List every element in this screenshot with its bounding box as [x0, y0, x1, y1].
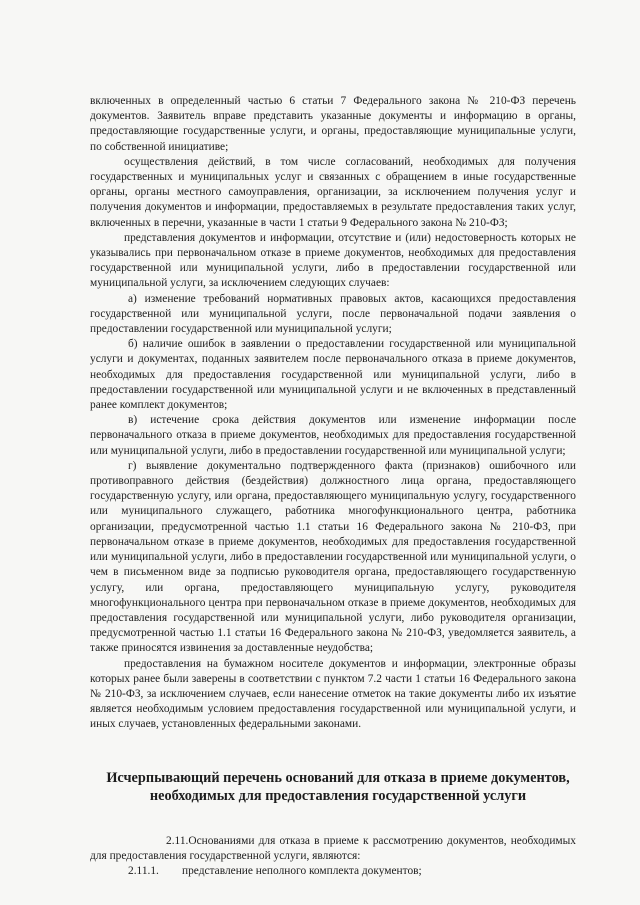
item-text: Основаниями для отказа в приеме к рассмотрению документов, необходимых для предоставления государственной услуги, являются:: [90, 834, 576, 862]
paragraph-item-v: в) истечение срока действия документов или изменение информации после первоначального отказа в приеме документов, необходимых для предоставления государственной или муниципальной услуги, либо в предоставлении государственной или муниципальной услуги;: [90, 414, 576, 457]
paragraph-item-g: г) выявление документально подтвержденного факта (признаков) ошибочного или противоправного действия (бездействия) должностного лица органа, предоставляющего государственную услугу, или органа, предоставляющего муниципальную услугу, государственного или муниципального служащего, работника многофункционального центра, работника организации, предусмотренной частью 1.1 статьи 16 Федерального закона № 210-ФЗ, при первоначальном отказе в приеме документов, необходимых для предоставления государственной или муниципальной услуги, либо в предоставлении государственной или муниципальной услуги, о чем в письменном виде за подписью руководителя органа, предоставляющего государственную услугу, или органа, предоставляющего муниципальную услугу, руководителя многофункционального центра при первоначальном отказе в приеме документов, необходимых для предоставления государственной или муниципальной услуги, либо руководителя организации, предусмотренной частью 1.1 статьи 16 Федерального закона № 210-ФЗ, уведомляется заявитель, а также приносятся извинения за доставленные неудобства;: [90, 459, 576, 655]
item-text: представление неполного комплекта документов;: [182, 864, 422, 877]
paragraph: осуществления действий, в том числе согласований, необходимых для получения государственных и муниципальных услуг и связанных с обращением в иные государственные органы, органы местного самоуправления, организации, за исключением получения услуг и получения документов и информации, предоставляемых в результате предоставления таких услуг, включенных в перечни, указанные в части 1 статьи 9 Федерального закона № 210-ФЗ;: [90, 155, 576, 229]
paragraph: включенных в определенный частью 6 статьи 7 Федерального закона № 210-ФЗ перечень документов. Заявитель вправе представить указанные документы и информацию в органы, предоставляющие государственные услуги, и органы, предоставляющие муниципальные услуги, по собственной инициативе;: [90, 95, 576, 153]
section-heading-line-1: Исчерпывающий перечень оснований для отказа в приеме документов,: [106, 769, 570, 786]
paragraph-item-a: а) изменение требований нормативных правовых актов, касающихся предоставления государственной или муниципальной услуги, после первоначальной подачи заявления о предоставлении государственной или муниципальной услуги;: [90, 292, 576, 336]
document-body: [90, 94, 576, 733]
section-heading: [90, 769, 576, 806]
numbered-item-2-11: [90, 834, 576, 864]
paragraph: представления документов и информации, отсутствие и (или) недостоверность которых не указывались при первоначальном отказе в приеме документов, необходимых для предоставления государственной или муниципальной услуги, либо в предоставлении государственной или муниципальной услуги, за исключением следующих случаев:: [90, 231, 576, 290]
section-heading-line-2: необходимых для предоставления государственной услуги: [149, 788, 527, 805]
numbered-item-2-11-1: [90, 864, 576, 879]
paragraph: предоставления на бумажном носителе документов и информации, электронные образы которых ранее были заверены в соответствии с пунктом 7.2 части 1 статьи 16 Федерального закона № 210-ФЗ, за исключением случаев, если нанесение отметок на такие документы либо их изъятие является необходимым условием предоставления государственной или муниципальной услуги, и иных случаев, установленных федеральными законами.: [90, 657, 576, 731]
numbered-items: [90, 834, 576, 880]
paragraph-item-b: б) наличие ошибок в заявлении о предоставлении государственной или муниципальной услуги и документах, поданных заявителем после первоначального отказа в приеме документов, необходимых для предоставления государственной или муниципальной услуги, либо в предоставлении государственной или муниципальной услуги и не включенных в представленный ранее комплект документов;: [90, 338, 576, 412]
item-number: 2.11.: [166, 834, 189, 847]
item-number: 2.11.1.: [128, 864, 159, 877]
